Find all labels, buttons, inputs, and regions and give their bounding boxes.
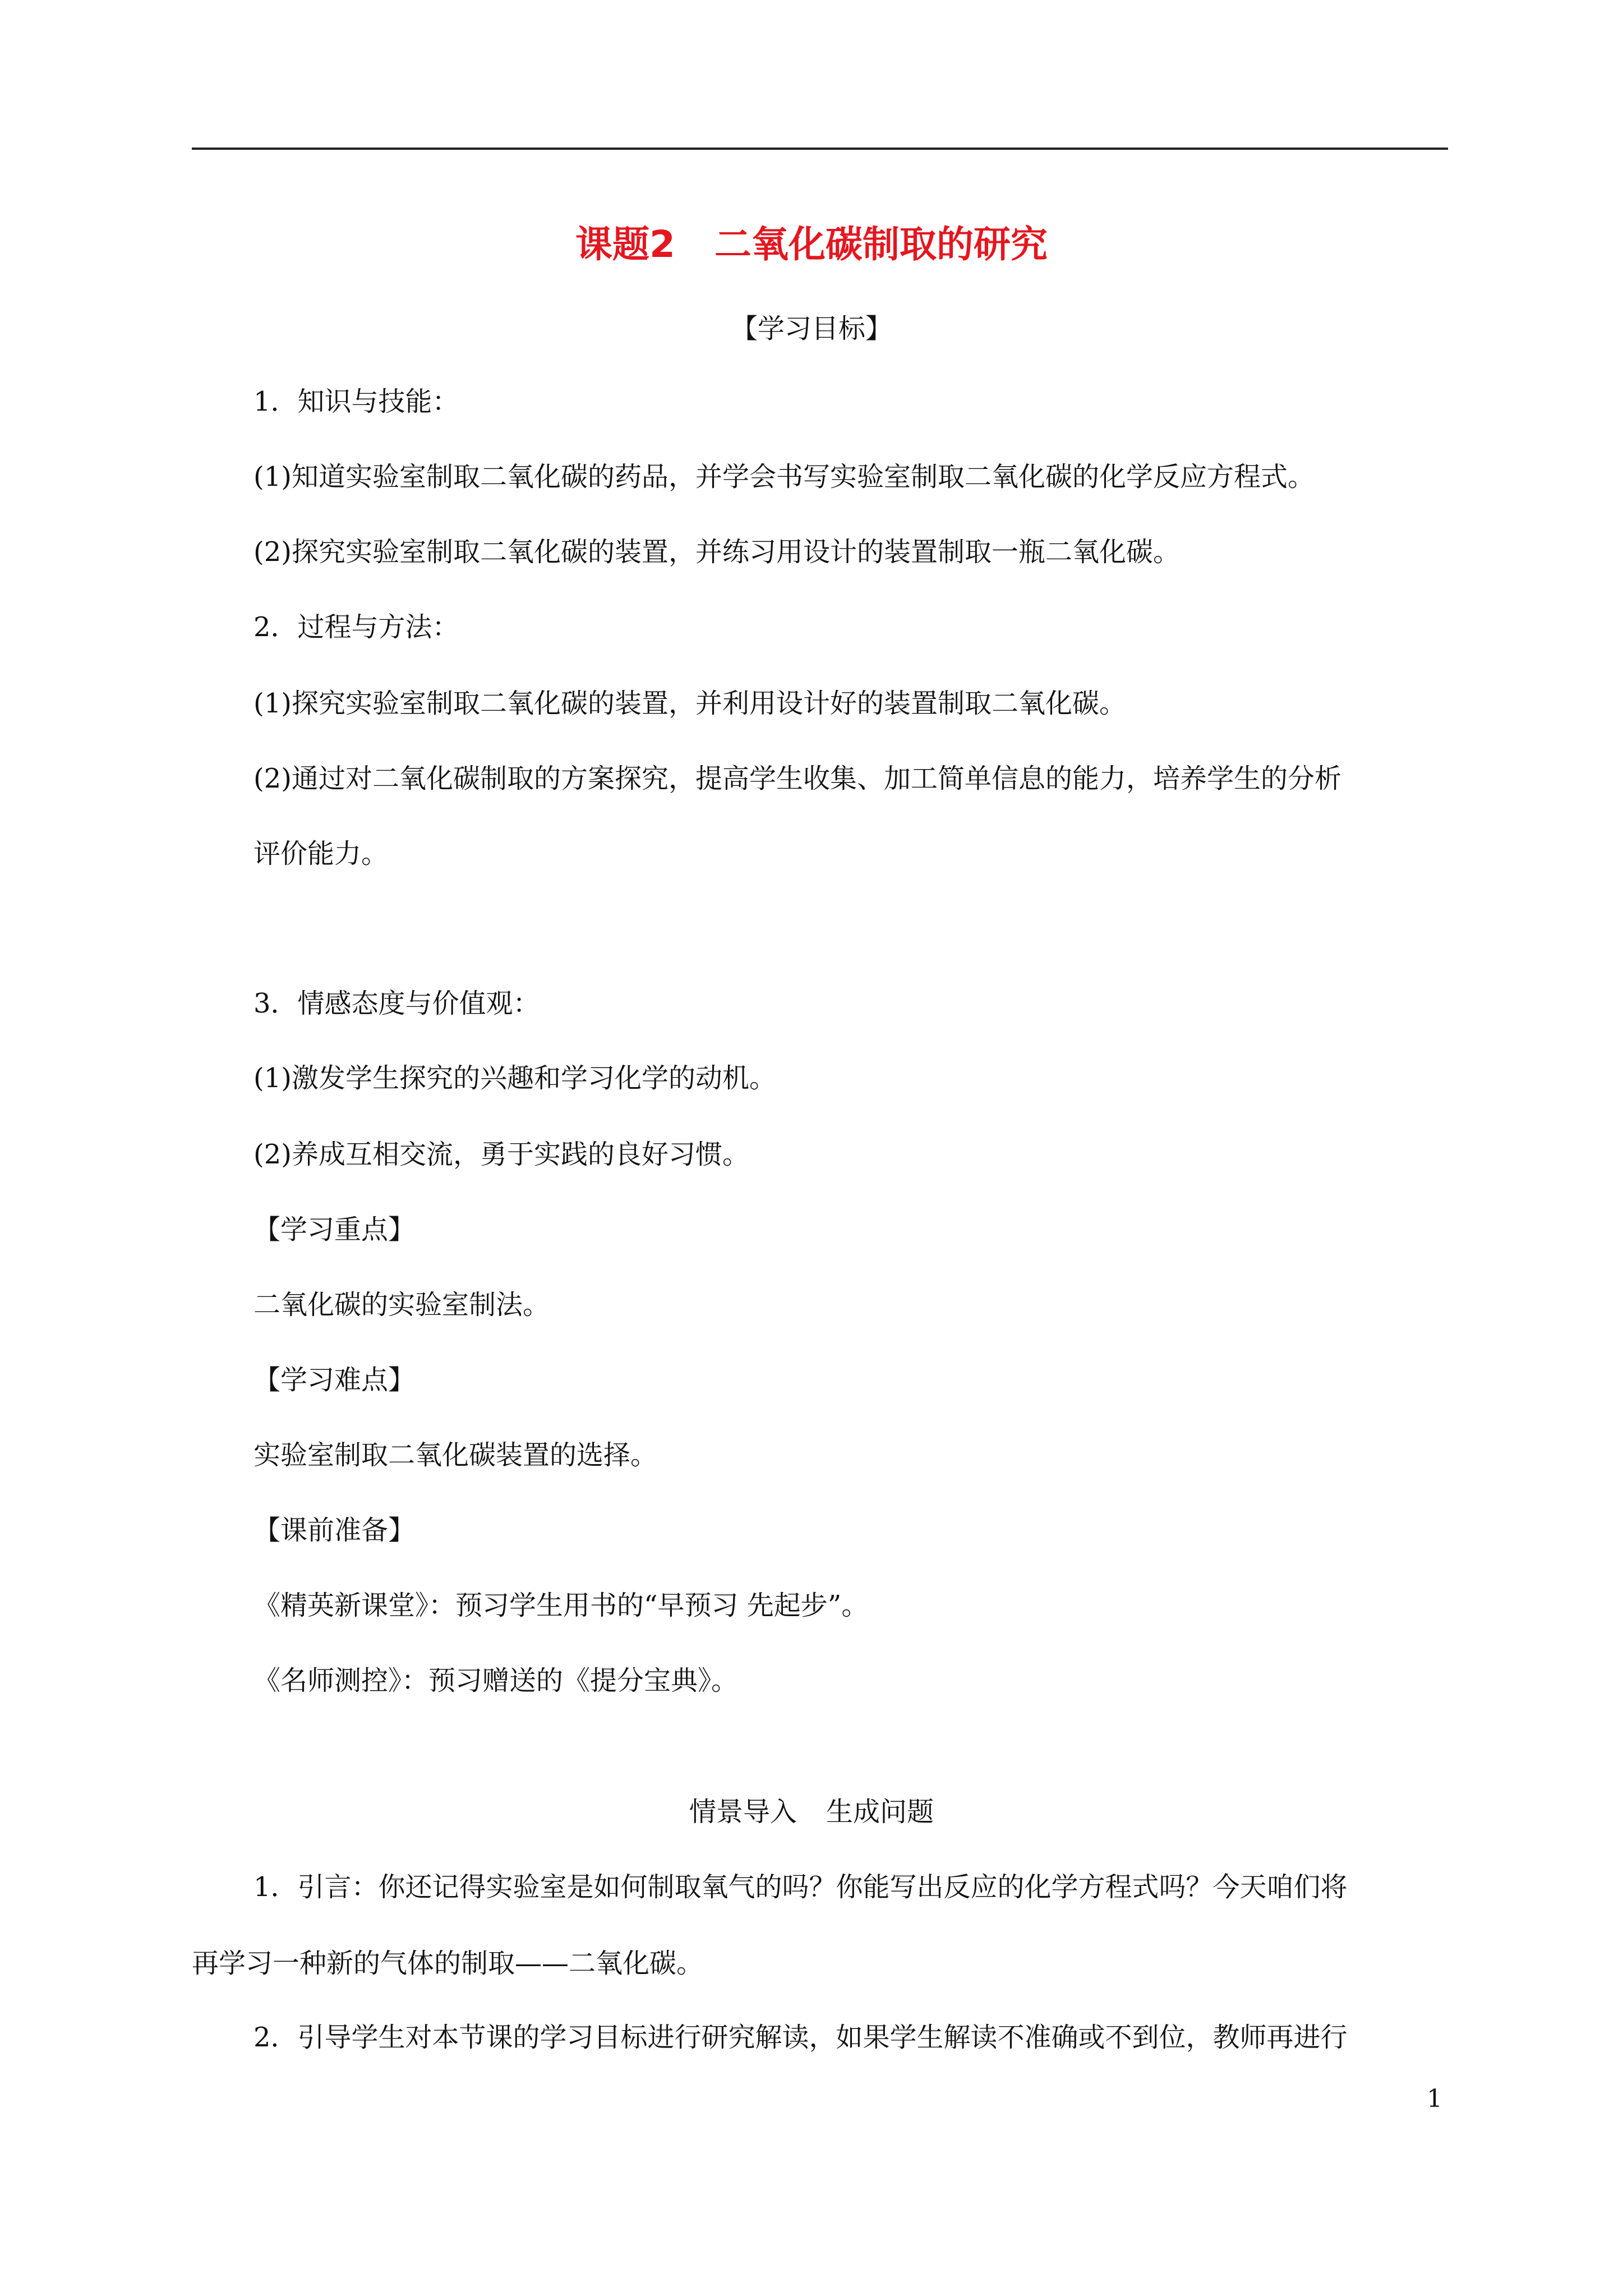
header-rule <box>192 148 1448 150</box>
section-heading-part-1: 情景导入 <box>689 1796 797 1828</box>
title-main: 二氧化碳制取的研究 <box>714 223 1048 266</box>
process-item-1: (1)探究实验室制取二氧化碳的装置，并利用设计好的装置制取二氧化碳。 <box>253 688 1126 719</box>
intro-item-2-line-1: 2．引导学生对本节课的学习目标进行研究解读，如果学生解读不准确或不到位，教师再进行 <box>253 2022 1348 2053</box>
process-item-2-line-1: (2)通过对二氧化碳制取的方案探究，提高学生收集、加工简单信息的能力，培养学生的分析 <box>253 763 1341 794</box>
difficulty-heading: 【学习难点】 <box>253 1364 416 1396</box>
section-heading <box>0 1794 1623 1830</box>
knowledge-heading: 1．知识与技能： <box>253 386 459 417</box>
key-point-heading: 【学习重点】 <box>253 1214 416 1245</box>
attitude-heading: 3．情感态度与价值观： <box>253 988 540 1019</box>
prep-heading: 【课前准备】 <box>253 1515 416 1546</box>
knowledge-item-1: (1)知道实验室制取二氧化碳的药品，并学会书写实验室制取二氧化碳的化学反应方程式。 <box>253 461 1315 493</box>
section-heading-part-2: 生成问题 <box>826 1796 934 1828</box>
objectives-heading: 【学习目标】 <box>730 313 892 344</box>
process-heading: 2．过程与方法： <box>253 611 459 643</box>
page-number: 1 <box>1427 2085 1442 2113</box>
attitude-item-2: (2)养成互相交流，勇于实践的良好习惯。 <box>253 1139 749 1170</box>
prep-item-2: 《名师测控》：预习赠送的《提分宝典》。 <box>253 1665 739 1696</box>
knowledge-item-2: (2)探究实验室制取二氧化碳的装置，并练习用设计的装置制取一瓶二氧化碳。 <box>253 536 1180 568</box>
attitude-item-1: (1)激发学生探究的兴趣和学习化学的动机。 <box>253 1062 776 1094</box>
process-item-2-line-2: 评价能力。 <box>253 838 389 869</box>
difficulty-text: 实验室制取二氧化碳装置的选择。 <box>253 1439 658 1471</box>
intro-item-1-line-2: 再学习一种新的气体的制取——二氧化碳。 <box>192 1948 704 1979</box>
prep-item-1: 《精英新课堂》：预习学生用书的“早预习 先起步”。 <box>253 1590 869 1621</box>
key-point-text: 二氧化碳的实验室制法。 <box>253 1289 550 1320</box>
intro-item-1-line-1: 1．引言：你还记得实验室是如何制取氧气的吗？你能写出反应的化学方程式吗？今天咱们将 <box>253 1871 1348 1903</box>
page-title <box>0 222 1623 267</box>
title-prefix: 课题2 <box>575 223 675 266</box>
